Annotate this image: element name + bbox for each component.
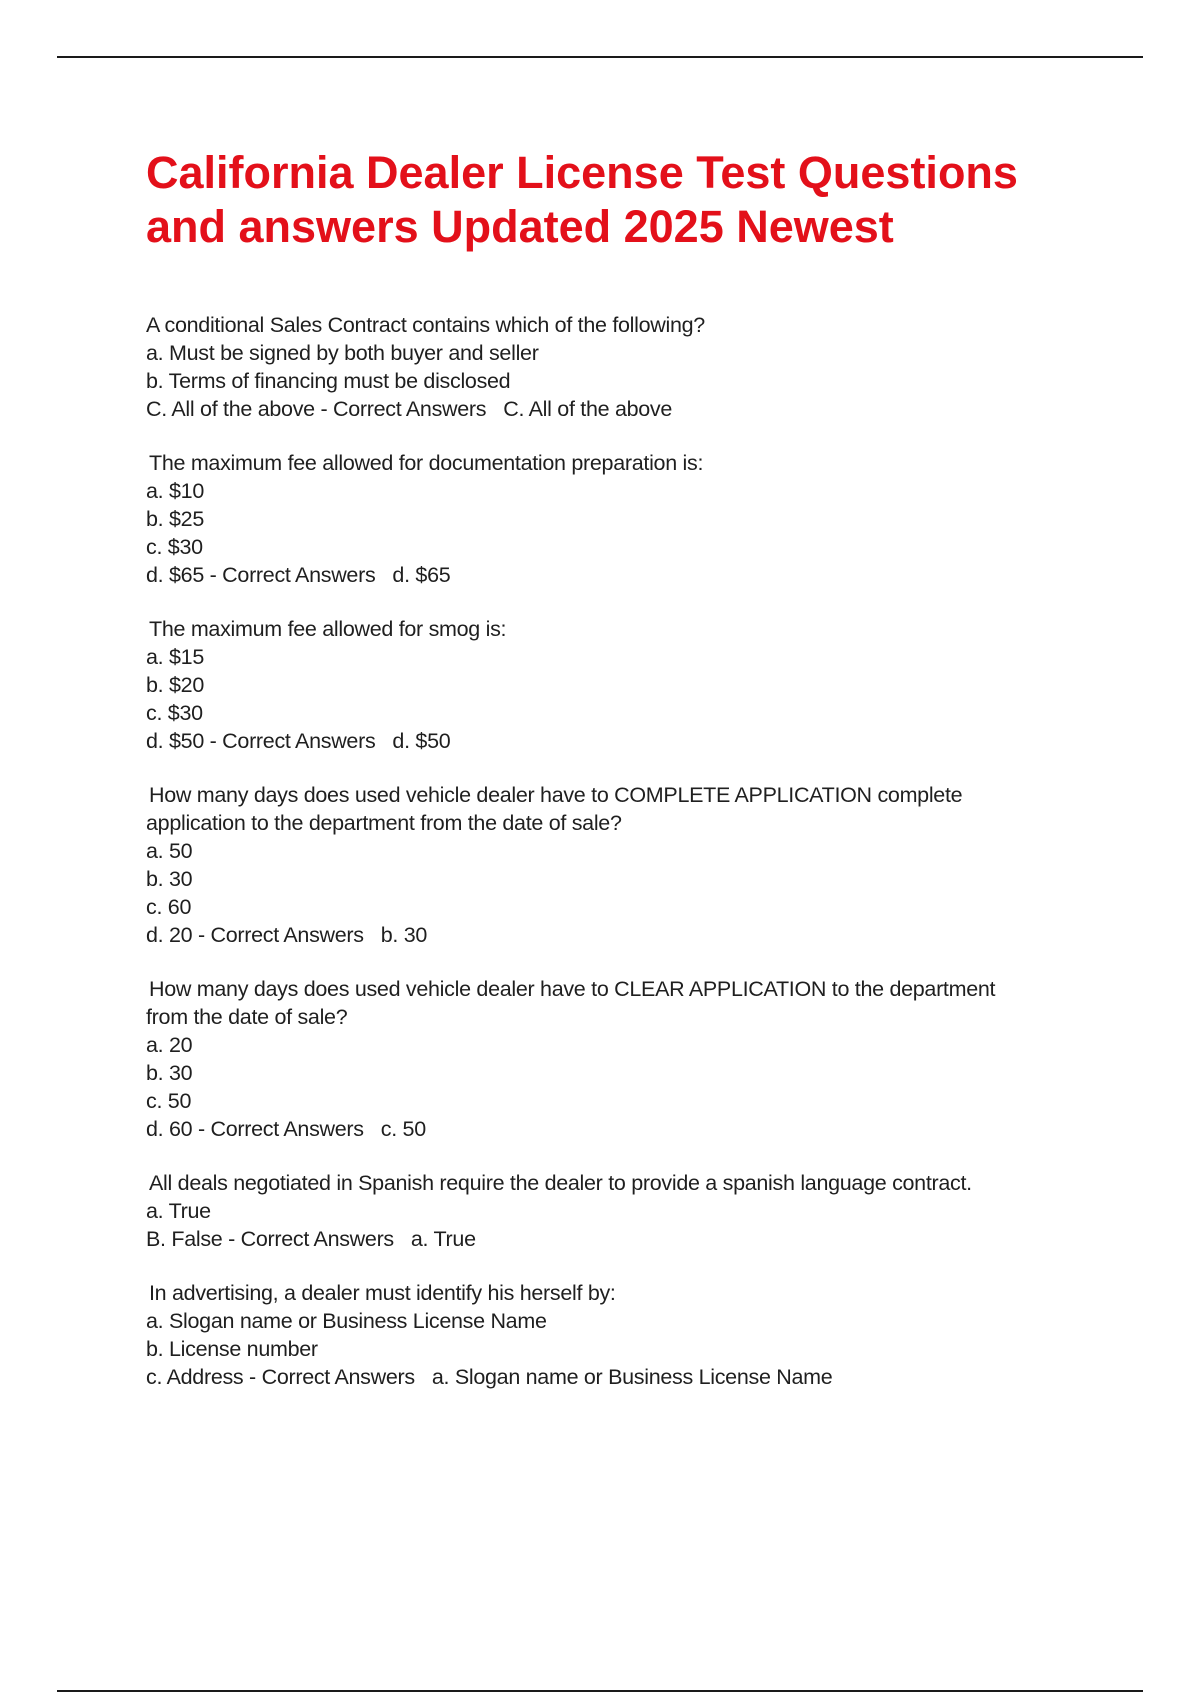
bottom-rule (57, 1690, 1143, 1692)
question-text: How many days does used vehicle dealer have to CLEAR APPLICATION to the department (149, 977, 996, 1001)
answer-option: a. $15 (146, 645, 204, 669)
correct-answer-line: d. $65 - Correct Answers d. $65 (146, 563, 451, 587)
answer-option: b. License number (146, 1337, 318, 1361)
answer-option: c. $30 (146, 535, 203, 559)
answer-option: a. 50 (146, 839, 193, 863)
correct-answer-line: d. 60 - Correct Answers c. 50 (146, 1117, 426, 1141)
answer-option: a. True (146, 1199, 211, 1223)
question-text: All deals negotiated in Spanish require the dealer to provide a spanish language contract. (149, 1171, 972, 1195)
correct-answer-line: C. All of the above - Correct Answers C. All of the above (146, 397, 673, 421)
answer-option: c. $30 (146, 701, 203, 725)
question-block (146, 449, 1106, 589)
question-text: A conditional Sales Contract contains which of the following? (146, 313, 705, 337)
answer-option: a. Must be signed by both buyer and seller (146, 341, 539, 365)
correct-answer-line: B. False - Correct Answers a. True (146, 1227, 476, 1251)
answer-option: a. 20 (146, 1033, 193, 1057)
answer-option: b. 30 (146, 867, 193, 891)
question-list (146, 311, 1106, 1417)
question-block (146, 1279, 1106, 1391)
question-block (146, 1169, 1106, 1253)
answer-option: a. $10 (146, 479, 204, 503)
answer-option: b. Terms of financing must be disclosed (146, 369, 511, 393)
question-block (146, 781, 1106, 949)
question-text: The maximum fee allowed for smog is: (149, 617, 507, 641)
answer-option: b. $20 (146, 673, 204, 697)
answer-option: b. $25 (146, 507, 204, 531)
question-text-continued: from the date of sale? (146, 1005, 348, 1029)
question-text: The maximum fee allowed for documentation preparation is: (149, 451, 704, 475)
answer-option: a. Slogan name or Business License Name (146, 1309, 547, 1333)
answer-option: c. 50 (146, 1089, 192, 1113)
document-title: California Dealer License Test Questions and answers Updated 2025 Newest (146, 147, 1018, 252)
top-rule (57, 56, 1143, 58)
answer-option: c. 60 (146, 895, 192, 919)
question-text: In advertising, a dealer must identify his herself by: (149, 1281, 616, 1305)
answer-option: b. 30 (146, 1061, 193, 1085)
correct-answer-line: c. Address - Correct Answers a. Slogan name or Business License Name (146, 1365, 833, 1389)
question-block (146, 975, 1106, 1143)
question-block (146, 615, 1106, 755)
question-block (146, 311, 1106, 423)
question-text: How many days does used vehicle dealer have to COMPLETE APPLICATION complete (149, 783, 963, 807)
correct-answer-line: d. 20 - Correct Answers b. 30 (146, 923, 428, 947)
question-text-continued: application to the department from the date of sale? (146, 811, 622, 835)
correct-answer-line: d. $50 - Correct Answers d. $50 (146, 729, 451, 753)
